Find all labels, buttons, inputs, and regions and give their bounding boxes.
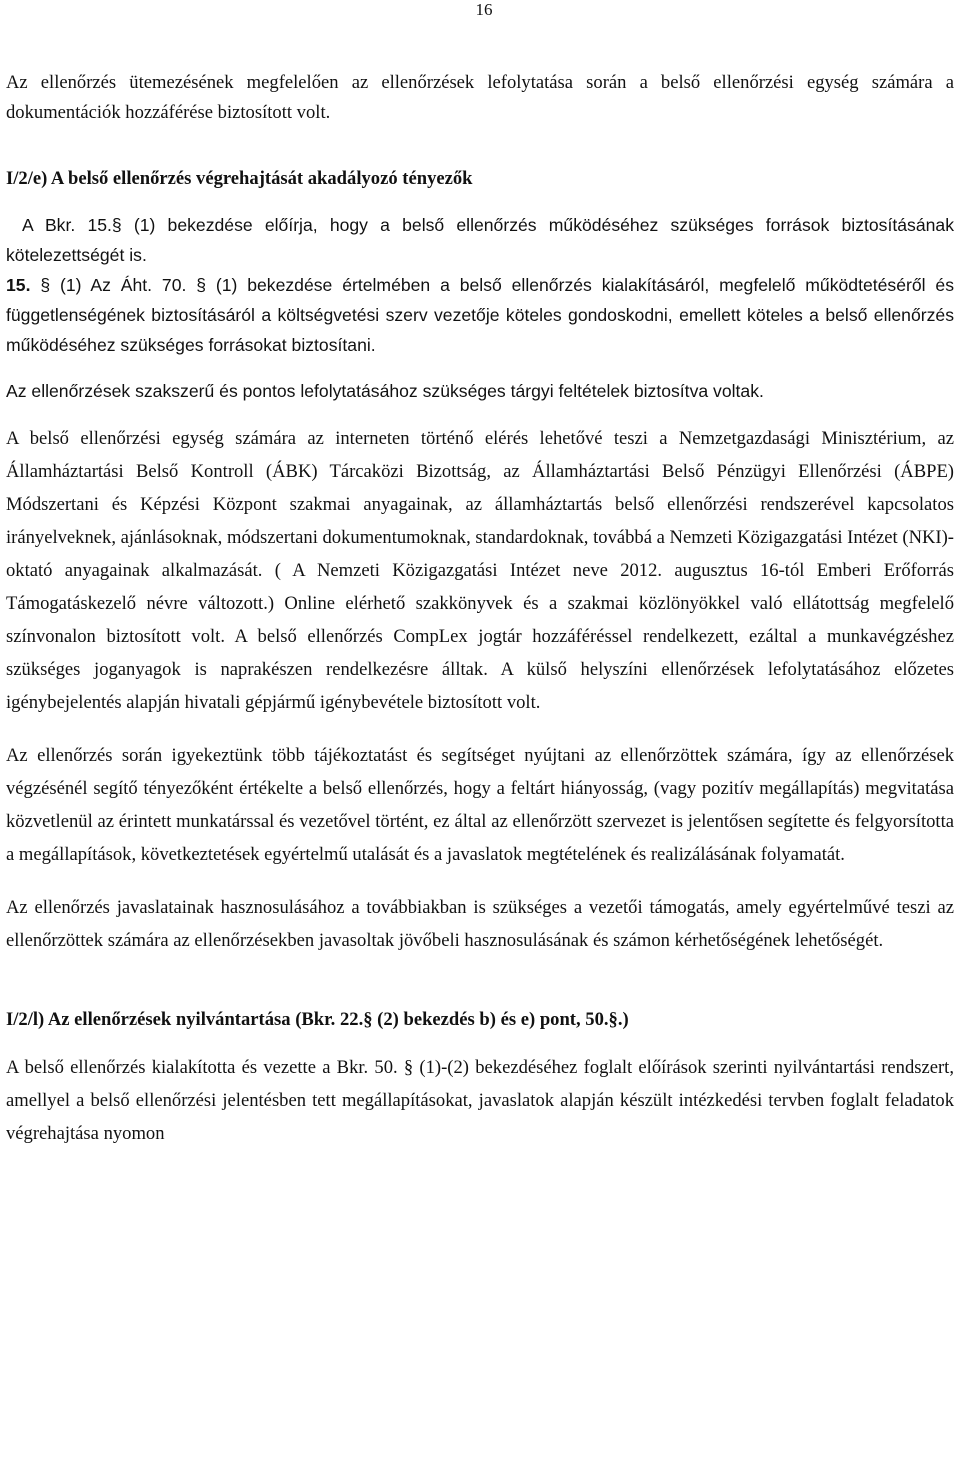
section-heading-obstacles: I/2/e) A belső ellenőrzés végrehajtását akadályozó tényezők (6, 168, 473, 189)
page-number: 16 (475, 0, 493, 19)
paragraph-internet-access: A belső ellenőrzési egység számára az interneten történő elérés lehetővé teszi a Nemzetgazdasági Minisztérium, az Államháztartási Belső Kontroll (ÁBK) Tárcaközi Bizottság, az Államháztartási Belső Pénzügyi Ellenőrzési (ÁBPE) Módszertani és Képzési Központ szakmai anyagainak, az államháztartás belső ellenőrzési rendszerével kapcsolatos irányelveknek, ajánlásoknak, módszertani dokumentumoknak, standardoknak, továbbá a Nemzeti Közigazgatási Intézet (NKI)- oktató anyagainak alkalmazását. ( A Nemzeti Közigazgatási Intézet neve 2012. augusztus 16-tól Emberi Erőforrás Támogatáskezelő névre változott.) Online elérhető szakkönyvek és a szakmai közlönyökkel való ellátottság megfelelő színvonalon biztosított volt. A belső ellenőrzés CompLex jogtár hozzáféréssel rendelkezett, ezáltal a munkavégzéshez szükséges joganyagok is naprakészen rendelkezésre álltak. A külső helyszíni ellenőrzések lefolytatásához előzetes igénybejelentés alapján hivatali gépjármű igénybevétele biztosított volt. (6, 428, 954, 713)
section-heading-records: I/2/l) Az ellenőrzések nyilvántartása (Bkr. 22.§ (2) bekezdés b) és e) pont, 50.§.) (6, 1009, 629, 1030)
paragraph-document-access: Az ellenőrzés ütemezésének megfelelően az ellenőrzések lefolytatása során a belső ellenőrzési egység számára a dokumentációk hozzáférése biztosított volt. (6, 72, 954, 123)
paragraph-material-conditions: Az ellenőrzések szakszerű és pontos lefolytatásához szükséges tárgyi feltételek biztosítva voltak. (6, 381, 764, 401)
paragraph-aht-70 (6, 270, 954, 360)
paragraph-bkr-15: A Bkr. 15.§ (1) bekezdése előírja, hogy a belső ellenőrzés működéséhez szükséges források biztosításának kötelezettségét is. (6, 215, 954, 265)
paragraph-recommendations: Az ellenőrzés javaslatainak hasznosulásához a továbbiakban is szükséges a vezetői támogatás, amely egyértelművé teszi az ellenőrzöttek számára az ellenőrzésekben javasoltak jövőbeli hasznosulásának és számon kérhetőségének lehetőségét. (6, 897, 954, 951)
document-body (6, 68, 954, 1150)
paragraph-aht-70-text: § (1) Az Áht. 70. § (1) bekezdése értelmében a belső ellenőrzés kialakításáról, megfelelő működtetéséről és függetlenségének biztosításáról a költségvetési szerv vezetője köteles gondoskodni, emellett köteles a belső ellenőrzés működéséhez szükséges forrásokat biztosítani. (6, 275, 954, 355)
paragraph-aht-70-lead: 15. (6, 275, 31, 295)
paragraph-audit-support: Az ellenőrzés során igyekeztünk több tájékoztatást és segítséget nyújtani az ellenőrzöttek számára, így az ellenőrzések végzésénél segítő tényezőként értékelte a belső ellenőrzés, hogy a feltárt hiányosság, (vagy pozitív megállapítás) megvitatása közvetlenül az érintett munkatárssal és vezetővel történt, ez által az ellenőrzött szervezet is jelentősen segítette és felgyorsította a megállapítások, következtetések egyértelmű utalását és a javaslatok megtételének és realizálásának folyamatát. (6, 745, 954, 865)
paragraph-records-system: A belső ellenőrzés kialakította és vezette a Bkr. 50. § (1)-(2) bekezdéséhez foglalt előírások szerinti nyilvántartási rendszert, amellyel a belső ellenőrzési jelentésben tett megállapításokat, javaslatok alapján készült intézkedési tervben foglalt feladatok végrehajtása nyomon (6, 1057, 954, 1144)
